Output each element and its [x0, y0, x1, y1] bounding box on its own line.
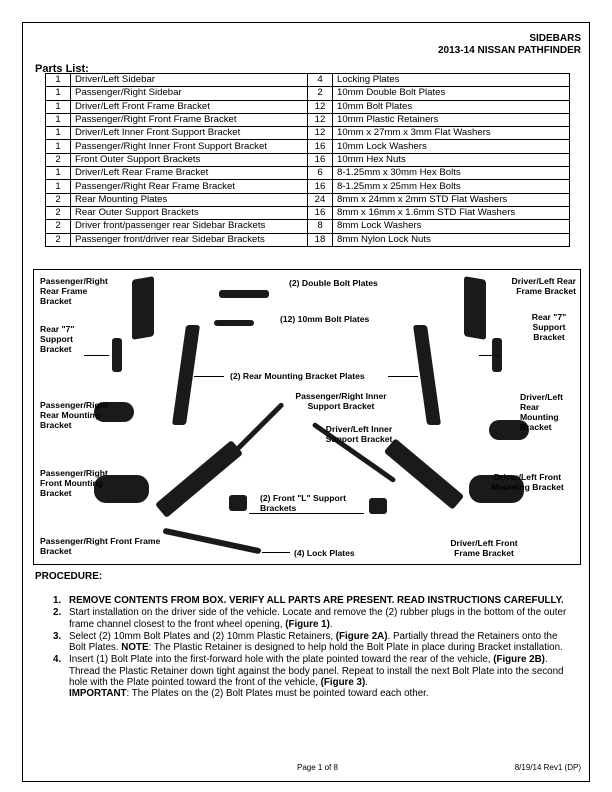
table-row — [46, 167, 570, 180]
rear-mount-plate-left-image — [172, 325, 200, 425]
label-dl-front-frame: Driver/Left Front Frame Bracket — [450, 538, 518, 558]
note-label: NOTE — [121, 642, 149, 654]
label-dl-inner: Driver/Left Inner Support Bracket — [325, 424, 393, 444]
part-quantity: 16 — [308, 153, 333, 166]
part-quantity: 1 — [46, 140, 71, 153]
part-description: Front Outer Support Brackets — [71, 153, 308, 166]
arrow — [388, 376, 418, 377]
part-description: 10mm Hex Nuts — [333, 153, 570, 166]
part-description: Passenger/Right Sidebar — [71, 87, 308, 100]
part-description: 8-1.25mm x 25mm Hex Bolts — [333, 180, 570, 193]
part-description: Driver/Left Front Frame Bracket — [71, 100, 308, 113]
part-quantity: 16 — [308, 206, 333, 219]
table-row — [46, 140, 570, 153]
doc-subtitle: 2013-14 NISSAN PATHFINDER — [438, 45, 581, 56]
part-quantity: 12 — [308, 100, 333, 113]
part-description: 8mm x 16mm x 1.6mm STD Flat Washers — [333, 206, 570, 219]
part-quantity: 1 — [46, 74, 71, 87]
bolt-plate-image — [214, 320, 254, 326]
part-description: 10mm Double Bolt Plates — [333, 87, 570, 100]
part-quantity: 1 — [46, 180, 71, 193]
label-pr-front-frame: Passenger/Right Front Frame Bracket — [40, 536, 161, 556]
part-quantity: 1 — [46, 167, 71, 180]
step-text: Insert (1) Bolt Plate into the first-forward hole with the plate pointed toward the rear of the vehicle, — [69, 654, 494, 666]
doc-title: SIDEBARS — [529, 33, 581, 44]
label-lock-plates: (4) Lock Plates — [294, 548, 355, 558]
part-quantity: 16 — [308, 140, 333, 153]
arrow — [194, 376, 224, 377]
part-description: Passenger/Right Rear Frame Bracket — [71, 180, 308, 193]
procedure-step — [53, 631, 573, 654]
part-description: 10mm Plastic Retainers — [333, 113, 570, 126]
arrow — [479, 355, 499, 356]
document-header — [438, 33, 581, 57]
procedure-step — [53, 654, 573, 699]
parts-list-heading: Parts List: — [35, 63, 89, 75]
rear7-left-image — [112, 338, 122, 372]
part-quantity: 2 — [308, 87, 333, 100]
part-quantity: 1 — [46, 100, 71, 113]
part-quantity: 1 — [46, 127, 71, 140]
part-description: Passenger/Right Front Frame Bracket — [71, 113, 308, 126]
arrow — [249, 513, 364, 514]
part-quantity: 1 — [46, 87, 71, 100]
part-quantity: 12 — [308, 113, 333, 126]
step-text: Select (2) 10mm Bolt Plates and (2) 10mm Plastic Retainers, — [69, 630, 336, 642]
part-quantity: 2 — [46, 153, 71, 166]
step-text: : The Plastic Retainer is designed to help hold the Bolt Plate in place during Bracket installation. — [148, 642, 563, 654]
front-l-left-image — [229, 495, 247, 511]
label-double-bolt: (2) Double Bolt Plates — [289, 278, 378, 288]
part-description: Locking Plates — [333, 74, 570, 87]
procedure-steps — [53, 595, 573, 701]
table-row — [46, 74, 570, 87]
part-description: Passenger front/driver rear Sidebar Brackets — [71, 233, 308, 246]
table-row — [46, 127, 570, 140]
procedure-heading: PROCEDURE: — [35, 571, 103, 582]
part-description: Passenger/Right Inner Front Support Bracket — [71, 140, 308, 153]
table-row — [46, 113, 570, 126]
front-l-right-image — [369, 498, 387, 514]
table-row — [46, 153, 570, 166]
part-quantity: 18 — [308, 233, 333, 246]
part-description: 8mm Lock Washers — [333, 220, 570, 233]
label-dl-rear-frame: Driver/Left Rear Frame Bracket — [511, 276, 576, 296]
table-row — [46, 100, 570, 113]
procedure-step — [53, 607, 573, 630]
part-quantity: 24 — [308, 193, 333, 206]
part-quantity: 16 — [308, 180, 333, 193]
step-text: REMOVE CONTENTS FROM BOX. VERIFY ALL PARTS ARE PRESENT. READ INSTRUCTIONS CAREFULLY. — [69, 595, 564, 606]
lock-plate-image — [162, 528, 261, 555]
step-text: . — [365, 677, 368, 689]
arrow — [262, 552, 290, 553]
part-description: Driver/Left Inner Front Support Bracket — [71, 127, 308, 140]
label-front-l: (2) Front "L" Support Brackets — [260, 493, 346, 513]
figure-ref: (Figure 2A) — [335, 630, 388, 642]
part-quantity: 4 — [308, 74, 333, 87]
table-row — [46, 220, 570, 233]
step-text: : The Plates on the (2) Bolt Plates must be pointed toward each other. — [126, 688, 429, 700]
label-rear7-left: Rear "7" Support Bracket — [40, 324, 75, 354]
dl-front-frame-image — [384, 438, 465, 510]
table-row — [46, 180, 570, 193]
part-description: 8-1.25mm x 30mm Hex Bolts — [333, 167, 570, 180]
label-dl-rear-mount: Driver/Left Rear Mounting Bracket — [520, 392, 563, 432]
part-description: 8mm x 24mm x 2mm STD Flat Washers — [333, 193, 570, 206]
arrow — [84, 355, 109, 356]
part-description: Rear Outer Support Brackets — [71, 206, 308, 219]
step-text: . Thread the Plastic Retainer down tight against the body panel. Repeat to install the next Bolt Plate into the second hole with the Plate pointed toward the front of the vehicle, — [69, 654, 564, 689]
double-bolt-plate-image — [219, 290, 269, 298]
parts-figure — [33, 269, 581, 565]
step-text: Start installation on the driver side of the vehicle. Locate and remove the (2) rubber plugs in the bottom of the outer frame channel closest to the front wheel opening, — [69, 607, 567, 630]
step-number: 4. — [53, 654, 62, 666]
label-pr-front-mount: Passenger/Right Front Mounting Bracket — [40, 468, 108, 498]
part-quantity: 2 — [46, 206, 71, 219]
part-quantity: 2 — [46, 233, 71, 246]
label-pr-inner: Passenger/Right Inner Support Bracket — [295, 391, 387, 411]
pr-rear-frame-bracket-image — [132, 276, 154, 340]
part-description: Driver front/passenger rear Sidebar Brackets — [71, 220, 308, 233]
figure-ref: (Figure 2B) — [493, 654, 545, 666]
part-description: 10mm Lock Washers — [333, 140, 570, 153]
document-page — [22, 22, 590, 782]
part-quantity: 12 — [308, 127, 333, 140]
table-row — [46, 206, 570, 219]
label-dl-front-mount: Driver/Left Front Mounting Bracket — [491, 472, 564, 492]
label-rear-mounting-plates: (2) Rear Mounting Bracket Plates — [230, 371, 365, 381]
part-description: Driver/Left Rear Frame Bracket — [71, 167, 308, 180]
part-description: 10mm Bolt Plates — [333, 100, 570, 113]
table-row — [46, 87, 570, 100]
parts-table — [45, 73, 570, 247]
label-rear7-right: Rear "7" Support Bracket — [531, 312, 567, 342]
part-quantity: 1 — [46, 113, 71, 126]
part-quantity: 6 — [308, 167, 333, 180]
label-bolt-plates: (12) 10mm Bolt Plates — [280, 314, 370, 324]
label-pr-rear-frame: Passenger/Right Rear Frame Bracket — [40, 276, 108, 306]
procedure-step — [53, 595, 573, 606]
rear-mount-plate-right-image — [413, 325, 441, 425]
revision: 8/19/14 Rev1 (DP) — [514, 763, 581, 772]
step-text: . — [329, 618, 333, 630]
part-description: 8mm Nylon Lock Nuts — [333, 233, 570, 246]
part-description: 10mm x 27mm x 3mm Flat Washers — [333, 127, 570, 140]
table-row — [46, 193, 570, 206]
part-description: Rear Mounting Plates — [71, 193, 308, 206]
page-number: Page 1 of 8 — [297, 763, 338, 772]
step-number: 2. — [53, 607, 62, 619]
step-number: 1. — [53, 595, 62, 606]
dl-rear-frame-bracket-image — [464, 276, 486, 340]
figure-ref: (Figure 1) — [285, 618, 330, 630]
part-quantity: 2 — [46, 193, 71, 206]
part-quantity: 2 — [46, 220, 71, 233]
table-row — [46, 233, 570, 246]
label-pr-rear-mount: Passenger/Right Rear Mounting Bracket — [40, 400, 108, 430]
part-description: Driver/Left Sidebar — [71, 74, 308, 87]
part-quantity: 8 — [308, 220, 333, 233]
step-text: . Partially thread the Retainers onto the Bolt Plates. — [69, 630, 558, 654]
important-label: IMPORTANT — [69, 688, 127, 700]
step-number: 3. — [53, 630, 62, 642]
figure-ref: (Figure 3) — [320, 677, 366, 689]
